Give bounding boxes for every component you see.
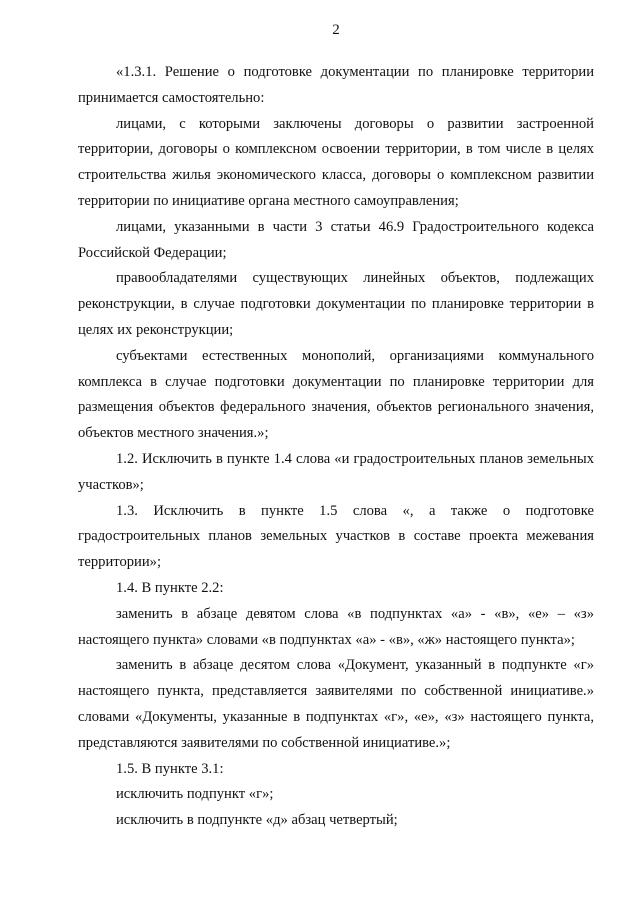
paragraph-article-46-9: лицами, указанными в части 3 статьи 46.9 Градостроительного кодекса Российской Федерации; bbox=[78, 218, 594, 261]
paragraph-1-5: 1.5. В пункте 3.1: bbox=[116, 760, 224, 777]
paragraph-replace-tenth: заменить в абзаце десятом слова «Документ, указанный в подпункте «г» настоящего пункта, представляется заявителями по собственной инициативе.» словами «Документы, указанные в подпунктах «г», «е», «з» настоящего пункта, представляются заявителями по собственной инициативе.»; bbox=[78, 657, 594, 751]
paragraph-exclude-d: исключить в подпункте «д» абзац четвертый; bbox=[116, 812, 398, 829]
paragraph-1-4: 1.4. В пункте 2.2: bbox=[116, 579, 224, 596]
document-page bbox=[78, 18, 594, 834]
paragraph-replace-ninth: заменить в абзаце девятом слова «в подпунктах «а» - «в», «е» – «з» настоящего пункта» словами «в подпунктах «а» - «в», «ж» настоящего пункта»; bbox=[78, 605, 594, 648]
page-number: 2 bbox=[332, 22, 340, 38]
paragraph-1-3: 1.3. Исключить в пункте 1.5 слова «, а также о подготовке градостроительных планов земельных участков в составе проекта межевания территории»; bbox=[78, 502, 594, 571]
paragraph-1-2: 1.2. Исключить в пункте 1.4 слова «и градостроительных планов земельных участков»; bbox=[78, 450, 594, 493]
paragraph-linear-objects: правообладателями существующих линейных объектов, подлежащих реконструкции, в случае подготовки документации по планировке территории в целях их реконструкции; bbox=[78, 270, 594, 338]
paragraph-1-3-1: «1.3.1. Решение о подготовке документации по планировке территории принимается самостоятельно: bbox=[78, 64, 594, 106]
paragraph-natural-monopolies: субъектами естественных монополий, организациями коммунального комплекса в случае подготовки документации по планировке территории для размещения объектов федерального значения, объектов регионального значения, объектов местного значения.»; bbox=[78, 347, 594, 442]
paragraph-development-contracts: лицами, с которыми заключены договоры о развитии застроенной территории, договоры о комплексном освоении территории, в том числе в целях строительства жилья экономического класса, договоры о комплексном развитии территории по инициативе органа местного самоуправления; bbox=[78, 115, 594, 209]
paragraph-exclude-g: исключить подпункт «г»; bbox=[116, 786, 274, 803]
